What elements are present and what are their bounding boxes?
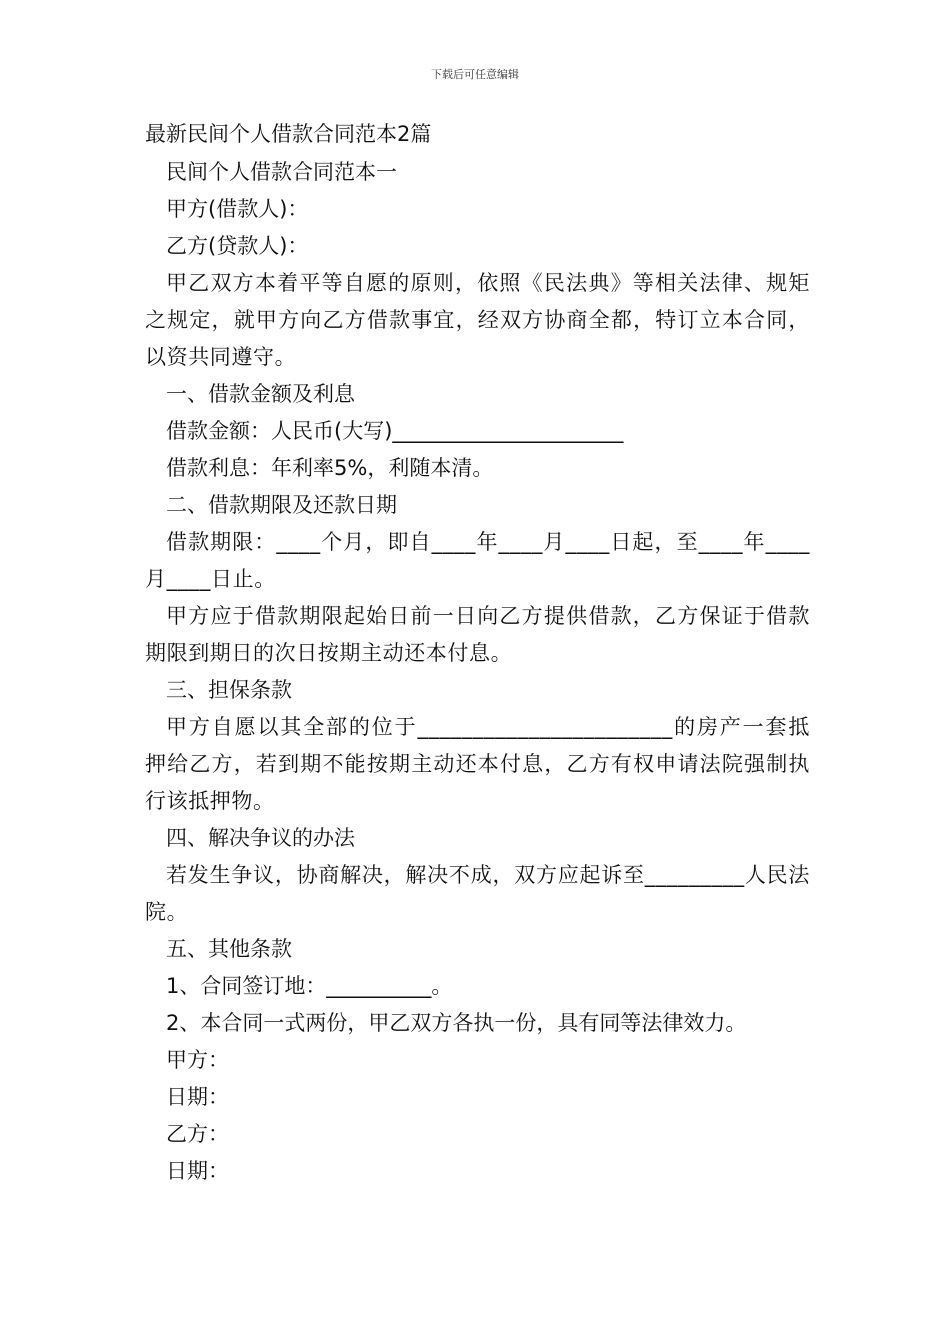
section-1-heading: 一、借款金额及利息 — [166, 382, 355, 406]
section-4-heading: 四、解决争议的办法 — [166, 826, 355, 850]
section-5-heading: 五、其他条款 — [166, 937, 292, 961]
loan-obligation-paragraph: 甲方应于借款期限起始日前一日向乙方提供借款，乙方保证于借款期限到期日的次日按期主动还本付息。 — [145, 604, 810, 665]
party-b-line: 乙方(贷款人)： — [166, 234, 309, 258]
signature-party-b: 乙方： — [166, 1122, 229, 1146]
loan-interest-line: 借款利息：年利率5%，利随本清。 — [166, 456, 494, 480]
loan-amount-line: 借款金额：人民币(大写)______________________ — [166, 419, 624, 443]
page-header-note: 下载后可任意编辑 — [431, 68, 519, 81]
dispute-paragraph: 若发生争议，协商解决，解决不成，双方应起诉至_________人民法院。 — [145, 863, 810, 924]
loan-term-paragraph: 借款期限：____个月，即自____年____月____日起，至____年____月____日止。 — [145, 530, 810, 591]
other-terms-item-1: 1、合同签订地：__________。 — [166, 974, 453, 998]
collateral-paragraph: 甲方自愿以其全部的位于_______________________的房产一套抵押给乙方，若到期不能按期主动还本付息，乙方有权申请法院强制执行该抵押物。 — [145, 715, 810, 813]
signature-party-b-date: 日期： — [166, 1159, 229, 1183]
section-3-heading: 三、担保条款 — [166, 678, 292, 702]
document-title: 最新民间个人借款合同范本2篇 — [145, 122, 432, 146]
party-a-line: 甲方(借款人)： — [166, 197, 309, 221]
preamble-paragraph: 甲乙双方本着平等自愿的原则，依照《民法典》等相关法律、规矩之规定，就甲方向乙方借款事宜，经双方协商全都，特订立本合同，以资共同遵守。 — [145, 271, 810, 369]
section-2-heading: 二、借款期限及还款日期 — [166, 493, 397, 517]
signature-party-a-date: 日期： — [166, 1085, 229, 1109]
contract-subtitle: 民间个人借款合同范本一 — [166, 160, 397, 184]
other-terms-item-2: 2、本合同一式两份，甲乙双方各执一份，具有同等法律效力。 — [166, 1011, 747, 1035]
signature-party-a: 甲方： — [166, 1048, 229, 1072]
document-body — [145, 116, 810, 1190]
